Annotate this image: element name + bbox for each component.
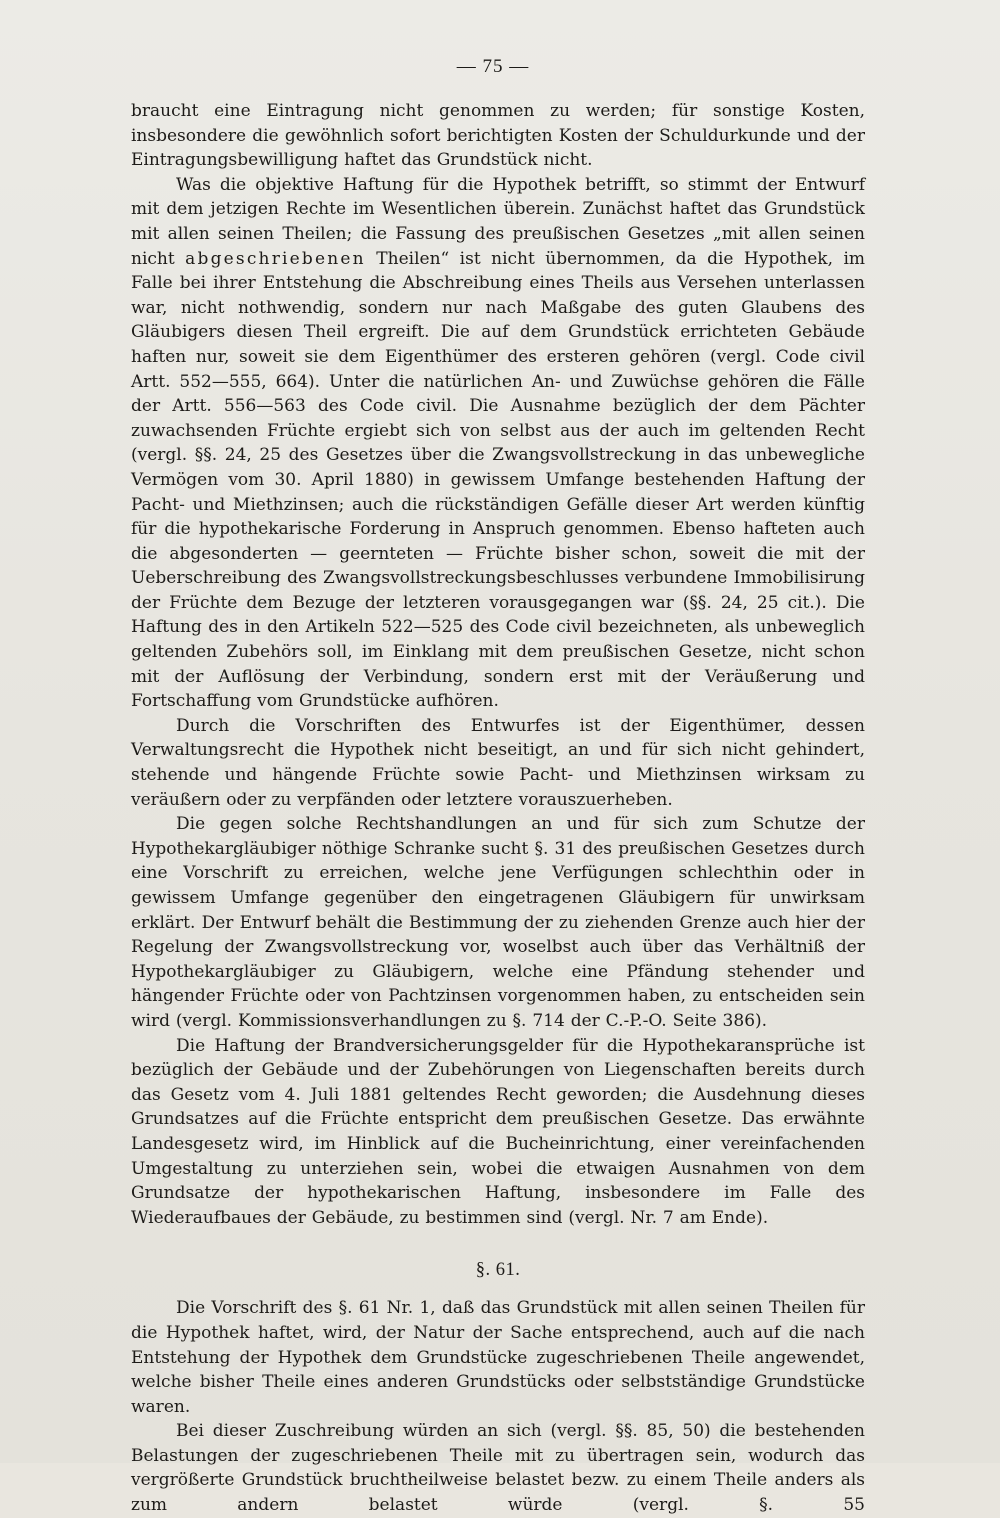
section-heading: §. 61. — [475, 1260, 521, 1281]
body-text — [131, 99, 865, 1518]
paragraph-owner-rights: Durch die Vorschriften des Entwurfes ist der Eigenthümer, dessen Verwaltungsrecht die Hypothek nicht beseitigt, an und für sich nicht gehindert, stehende und hängende Früchte sowie Pacht- und Miethzinsen wirksam zu veräußern oder zu verpfänden oder letztere vorauszuerheben. — [131, 715, 865, 810]
page-number: — 75 — — [456, 56, 530, 77]
paragraph-text-part: Was die objektive Haftung für die Hypothek betrifft, so stimmt der Entwurf mit dem jetzigen Rechte im Wesentlichen überein. Zunächst haftet das Grundstück mit allen seinen Theilen; die Fassung des preußischen Gesetzes „mit allen seinen nicht — [131, 174, 865, 269]
paragraph-section-61-rule: Die Vorschrift des §. 61 Nr. 1, daß das Grundstück mit allen seinen Theilen für die Hypothek haftet, wird, der Natur der Sache entsprechend, auch auf die nach Entstehung der Hypothek dem Grundstücke zugeschriebenen Theile angewendet, welche bisher Theile eines anderen Grundstücks oder selbstständige Grundstücke waren. — [131, 1298, 865, 1417]
paragraph-objective-liability — [131, 173, 865, 714]
paragraph-fire-insurance: Die Haftung der Brandversicherungsgelder für die Hypothekaransprüche ist bezüglich der Gebäude und der Zubehörungen von Liegenschaften bereits durch das Gesetz vom 4. Juli 1881 geltendes Recht geworden; die Ausdehnung dieses Grundsatzes auf die Früchte entspricht dem preußischen Gesetze. Das erwähnte Landesgesetz wird, im Hinblick auf die Bucheinrichtung, einer vereinfachenden Umgestaltung zu unterziehen sein, wobei die etwaigen Ausnahmen von dem Grundsatze der hypothekarischen Haftung, insbesondere im Falle des Wiederaufbaues der Gebäude, zu bestimmen sind (vergl. Nr. 7 am Ende). — [131, 1035, 865, 1228]
paragraph-section-61-ascription: Bei dieser Zuschreibung würden an sich (vergl. §§. 85, 50) die bestehenden Belastungen der zugeschriebenen Theile mit zu übertragen sein, wodurch das vergrößerte Grundstück bruchtheilweise belastet bezw. zu einem Theile anders als zum andern belastet würde (vergl. §. 55 — [131, 1421, 865, 1516]
paragraph-continuation: braucht eine Eintragung nicht genommen zu werden; für sonstige Kosten, insbesondere die gewöhnlich sofort berichtigten Kosten der Schuldurkunde und der Eintragungsbewilligung haftet das Grundstück nicht. — [131, 101, 865, 171]
paragraph-creditor-protection: Die gegen solche Rechtshandlungen an und für sich zum Schutze der Hypothekargläubiger nöthige Schranke sucht §. 31 des preußischen Gesetzes durch eine Vorschrift zu erreichen, welche jene Verfügungen schlechthin oder in gewissem Umfange gegenüber den eingetragenen Gläubigern für unwirksam erklärt. Der Entwurf behält die Bestimmung der zu ziehenden Grenze auch hier der Regelung der Zwangsvollstreckung vor, woselbst auch über das Verhältniß der Hypothekargläubiger zu Gläubigern, welche eine Pfändung stehender und hängender Früchte oder von Pachtzinsen vorgenommen haben, zu entscheiden sein wird (vergl. Kommissionsverhandlungen zu §. 714 der C.-P.-O. Seite 386). — [131, 814, 865, 1031]
paragraph-text-part: Theilen“ ist nicht übernommen, da die Hypothek, im Falle bei ihrer Entstehung die Abschreibung eines Theils aus Versehen unterlassen war, nicht nothwendig, sondern nur nach Maßgabe des guten Glaubens des Gläubigers diesen Theil ergreift. Die auf dem Grundstück errichteten Gebäude haften nur, soweit sie dem Eigenthümer des ersteren gehören (vergl. Code civil Artt. 552—555, 664). Unter die natürlichen An- und Zuwüchse gehören die Fälle der Artt. 556—563 des Code civil. Die Ausnahme bezüglich der dem Pächter zuwachsenden Früchte ergiebt sich von selbst aus der auch im geltenden Recht (vergl. §§. 24, 25 des Gesetzes über die Zwangsvollstreckung in das unbewegliche Vermögen vom 30. April 1880) in gewissem Umfange bestehenden Haftung der Pacht- und Miethzinsen; auch die rückständigen Gefälle dieser Art werden künftig für die hypothekarische Forderung in Anspruch genommen. Ebenso hafteten auch die abgesonderten — geernteten — Früchte bisher schon, soweit die mit der Ueberschreibung des Zwangsvollstreckungsbeschlusses verbundene Immobilisirung der Früchte dem Bezuge der letzteren vorausgegangen war (§§. 24, 25 cit.). Die Haftung des in den Artikeln 522—525 des Code civil bezeichneten, als unbeweglich geltenden Zubehörs soll, im Einklang mit dem preußischen Gesetze, nicht schon mit der Auflösung der Verbindung, sondern erst mit der Veräußerung und Fortschaffung vom Grundstücke aufhören. — [131, 248, 866, 712]
emphasized-word: abgeschriebenen — [185, 248, 366, 269]
